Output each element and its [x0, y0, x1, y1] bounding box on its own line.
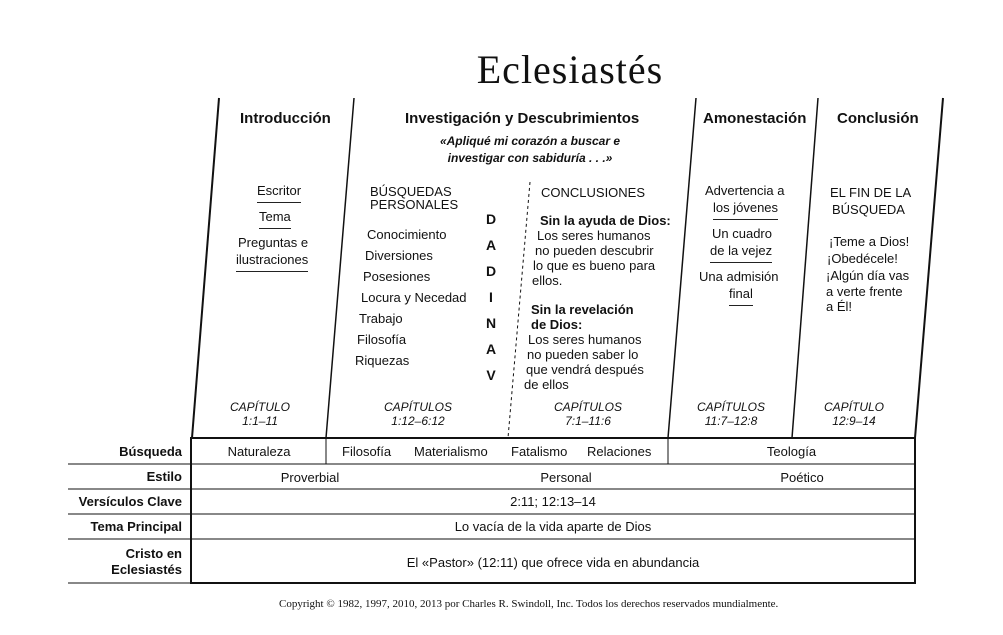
vanidad-letter: V: [486, 367, 496, 383]
conclusiones-title: CONCLUSIONES: [541, 185, 646, 200]
cell-relaciones: Relaciones: [587, 444, 652, 459]
sin-ayuda-line: lo que es bueno para: [533, 258, 656, 273]
amonestacion-item: de la vejez: [710, 243, 772, 263]
divider-amonestacion-conclusion: [792, 98, 818, 438]
sin-revelacion-line: que vendrá después: [526, 362, 644, 377]
cell-naturaleza: Naturaleza: [227, 444, 291, 459]
conclusion-item: ¡Algún día vas: [826, 268, 910, 283]
chapter-range: 1:1–11: [242, 414, 278, 428]
vanidad-vertical-word: [481, 206, 501, 388]
intro-item-preguntas: Preguntas e: [238, 235, 309, 250]
conclusion-item: a Él!: [826, 299, 853, 314]
amonestacion-item: Advertencia a: [705, 183, 785, 198]
divider-intro-investigacion: [326, 98, 354, 438]
chapter-label: CAPÍTULO: [823, 400, 884, 414]
divider-vanidad-dotted: [508, 182, 530, 438]
vanidad-letter: D: [485, 211, 497, 227]
busqueda-item: Posesiones: [363, 269, 431, 284]
intro-item-tema: Tema: [259, 209, 291, 229]
page-title: Eclesiastés: [476, 47, 664, 92]
intro-item-escritor: Escritor: [257, 183, 301, 203]
busqueda-item: Diversiones: [365, 248, 433, 263]
sin-revelacion-line: no pueden saber lo: [527, 347, 639, 362]
row-label-estilo: Estilo: [146, 469, 182, 484]
divider-right-edge: [915, 98, 943, 438]
quote-line-1: «Apliqué mi corazón a buscar e: [439, 134, 621, 148]
divider-investigacion-amonestacion: [668, 98, 696, 438]
vanidad-letter: A: [485, 237, 497, 253]
cell-versiculos: 2:11; 12:13–14: [510, 494, 596, 509]
vanidad-letter: D: [485, 263, 497, 279]
cell-poetico: Poético: [780, 470, 824, 485]
conclusion-item: ¡Obedécele!: [827, 251, 898, 266]
cell-materialismo: Materialismo: [414, 444, 488, 459]
chapter-range: 1:12–6:12: [391, 414, 445, 428]
vanidad-letter: I: [489, 289, 493, 305]
busqueda-item: Riquezas: [355, 353, 410, 368]
chapter-label: CAPÍTULOS: [696, 400, 765, 414]
conclusion-title-2: BÚSQUEDA: [832, 202, 905, 217]
sin-ayuda-line: ellos.: [532, 273, 563, 288]
sin-ayuda-heading: Sin la ayuda de Dios:: [540, 213, 671, 228]
conclusion-item: a verte frente: [826, 284, 903, 299]
section-header-amonestacion: Amonestación: [703, 110, 807, 127]
vanidad-letter: A: [485, 341, 497, 357]
cell-proverbial: Proverbial: [280, 470, 340, 485]
cell-fatalismo: Fatalismo: [511, 444, 568, 459]
vanidad-letter: N: [485, 315, 497, 331]
amonestacion-item: los jóvenes: [713, 200, 778, 220]
row-label-versiculos: Versículos Clave: [78, 494, 182, 509]
chapter-ref-busquedas: [378, 400, 458, 428]
busqueda-item: Trabajo: [359, 311, 403, 326]
cell-filosofia: Filosofía: [342, 444, 392, 459]
sin-revelacion-heading-2: de Dios:: [531, 317, 583, 332]
busqueda-item: Locura y Necedad: [361, 290, 467, 305]
chapter-label: CAPÍTULO: [229, 400, 290, 414]
section-header-introduccion: Introducción: [240, 110, 331, 127]
amonestacion-item: final: [729, 286, 753, 306]
copyright-notice: Copyright © 1982, 1997, 2010, 2013 por Charles R. Swindoll, Inc. Todos los derechos reservados mundialmente.: [279, 598, 779, 610]
cell-teologia: Teología: [766, 444, 817, 459]
busquedas-title: [370, 185, 458, 211]
row-label-cristo: [60, 546, 182, 578]
sin-ayuda-line: no pueden descubrir: [535, 243, 654, 258]
sin-revelacion-heading-1: Sin la revelación: [531, 302, 634, 317]
section-header-investigacion: Investigación y Descubrimientos: [405, 110, 640, 127]
busquedas-title-2: PERSONALES: [370, 197, 459, 212]
row-label-busqueda: Búsqueda: [119, 444, 182, 459]
sin-revelacion-line: Los seres humanos: [528, 332, 642, 347]
amonestacion-item: Un cuadro: [712, 226, 772, 241]
chapter-ref-amonestacion: [691, 400, 771, 428]
intro-item-ilustraciones: ilustraciones: [236, 252, 308, 272]
chapter-range: 12:9–14: [832, 414, 876, 428]
cell-personal: Personal: [540, 470, 592, 485]
cell-tema-principal: Lo vacía de la vida aparte de Dios: [454, 519, 652, 534]
row-label-cristo-1: Cristo en: [125, 546, 182, 561]
conclusion-item: ¡Teme a Dios!: [829, 234, 910, 249]
cell-cristo: El «Pastor» (12:11) que ofrece vida en abundancia: [406, 555, 700, 570]
sin-revelacion-line: de ellos: [524, 377, 569, 392]
chapter-range: 7:1–11:6: [565, 414, 611, 428]
chapter-ref-conclusiones: [548, 400, 628, 428]
row-label-cristo-2: Eclesiastés: [111, 562, 182, 577]
divider-left-edge: [192, 98, 219, 438]
chapter-range: 11:7–12:8: [704, 414, 758, 428]
row-label-tema: Tema Principal: [90, 519, 182, 534]
section-header-conclusion: Conclusión: [837, 110, 919, 127]
busqueda-item: Conocimiento: [367, 227, 447, 242]
conclusion-title-1: EL FIN DE LA: [830, 185, 912, 200]
chapter-label: CAPÍTULOS: [553, 400, 622, 414]
sin-ayuda-line: Los seres humanos: [537, 228, 651, 243]
chapter-label: CAPÍTULOS: [383, 400, 452, 414]
investigacion-quote: [430, 133, 630, 167]
chapter-ref-conclusion: [814, 400, 894, 428]
busqueda-item: Filosofía: [357, 332, 407, 347]
amonestacion-item: Una admisión: [699, 269, 779, 284]
busquedas-title-1: BÚSQUEDAS: [370, 184, 452, 199]
quote-line-2: investigar con sabiduría . . .»: [447, 151, 613, 165]
chapter-ref-introduccion: [220, 400, 300, 428]
